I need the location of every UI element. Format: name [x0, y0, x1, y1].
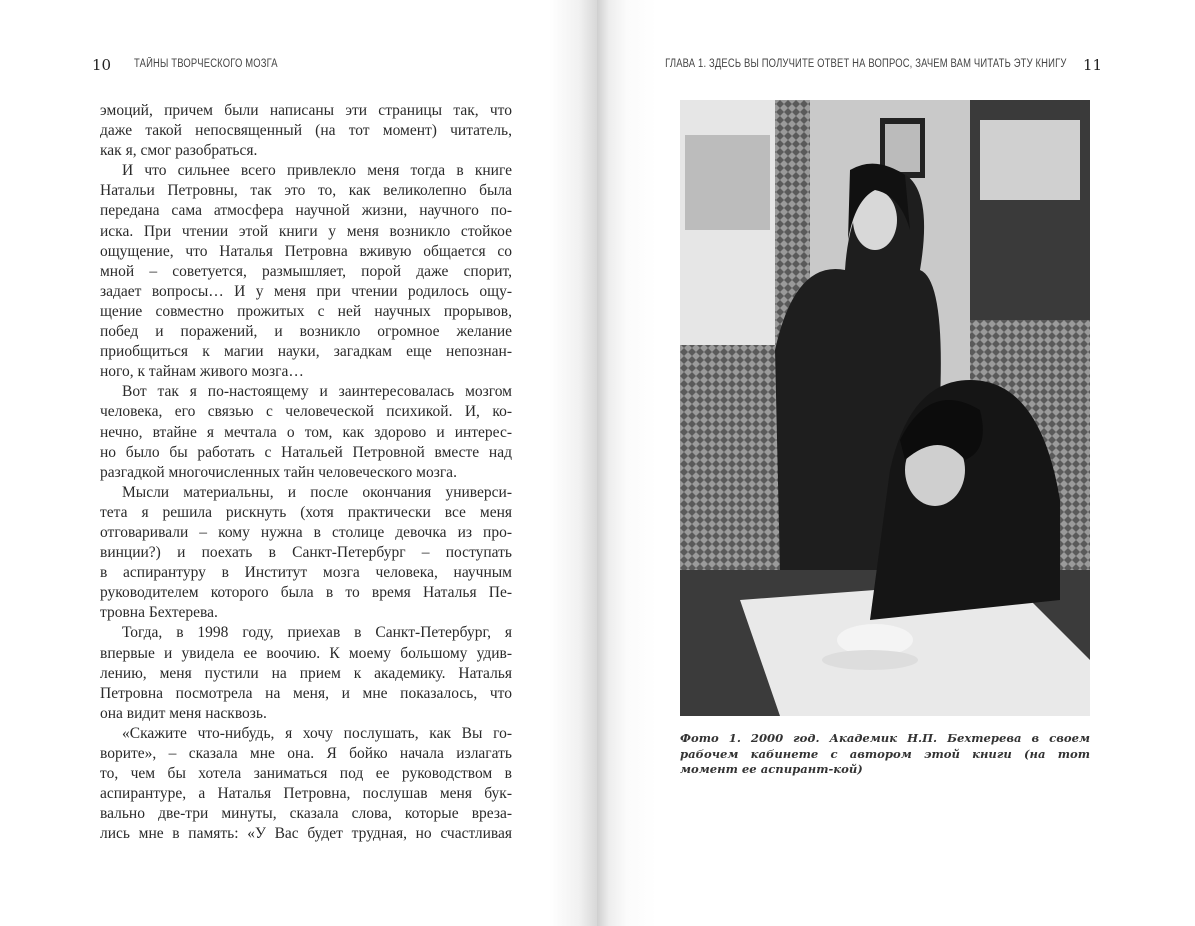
text-line: разгадкой многочисленных тайн человеческого мозга.: [100, 463, 457, 481]
text-line: впервые и увидела ее воочию. К моему большому удив-: [100, 644, 512, 662]
text-line: щение совместно прожитых с ней научных прорывов,: [100, 302, 512, 320]
text-line: приобщиться к магии науки, загадкам еще непознан-: [100, 343, 512, 361]
text-line: руководителем которого была в то время Наталья Пе-: [100, 584, 512, 602]
text-line: ощущение, что Наталья Петровна вживую общается со: [100, 242, 512, 260]
text-line: отговаривали – кому нужна в столице девочка из про-: [100, 523, 512, 541]
text-line: как я, смог разобраться.: [100, 142, 258, 160]
body-text: [100, 101, 512, 844]
text-line: побед и поражений, и возникло огромное желание: [100, 323, 512, 341]
text-line: то, чем бы хотела заниматься под ее руководством в: [100, 765, 512, 783]
text-line: ворите», – сказала мне она. Я бойко начала излагать: [100, 745, 512, 762]
photo-image: [680, 100, 1090, 716]
photo: [680, 100, 1090, 716]
text-line: И что сильнее всего привлекло меня тогда в книге: [122, 162, 512, 180]
text-line: Петровна посмотрела на меня, и мне показалось, что: [100, 684, 512, 702]
text-line: Вот так я по-настоящему и заинтересовалась мозгом: [122, 383, 512, 401]
text-line: нечно, втайне я мечтала о том, как здорово и интерес-: [100, 423, 512, 441]
text-line: она видит меня насквозь.: [100, 704, 267, 722]
running-head-left: ТАЙНЫ ТВОРЧЕСКОГО МОЗГА: [134, 58, 278, 70]
text-line: в аспирантуру в Институт мозга человека, научным: [100, 564, 512, 582]
text-line: тровна Бехтерева.: [100, 604, 218, 622]
text-line: но было бы работать с Натальей Петровной вместе над: [100, 443, 512, 461]
left-page: [0, 0, 597, 926]
text-line: мной – советуется, размышляет, порой даже спорит,: [100, 262, 512, 280]
running-head-right: ГЛАВА 1. ЗДЕСЬ ВЫ ПОЛУЧИТЕ ОТВЕТ НА ВОПРОС, ЗАЧЕМ ВАМ ЧИТАТЬ ЭТУ КНИГУ: [665, 58, 1067, 70]
text-line: даже такой непосвященный (на тот момент) читатель,: [100, 122, 512, 140]
page-number-right: 11: [1083, 56, 1103, 74]
text-line: человека, его связью с человеческой психикой. И, ко-: [100, 403, 512, 421]
text-line: «Скажите что-нибудь, я хочу послушать, как Вы го-: [122, 724, 512, 742]
text-line: тета я решила рискнуть (хотя практически все меня: [100, 503, 512, 521]
text-line: передана сама атмосфера научной жизни, научного по-: [100, 202, 512, 220]
text-line: задает вопросы… И у меня при чтении родилось ощу-: [100, 282, 512, 300]
text-line: лись мне в память: «У Вас будет трудная, но счастливая: [100, 825, 512, 843]
text-line: винции?) и поехать в Санкт-Петербург – поступать: [100, 544, 512, 562]
text-line: Тогда, в 1998 году, приехав в Санкт-Петербург, я: [122, 624, 512, 642]
photo-caption: Фото 1. 2000 год. Академик Н.П. Бехтерева в своем рабочем кабинете с автором этой книги (на тот момент ее аспирант-кой): [680, 731, 1090, 776]
page-number-left: 10: [92, 56, 112, 74]
text-line: Натальи Петровны, так это то, как великолепно была: [100, 182, 512, 200]
text-line: ного, к тайнам живого мозга…: [100, 363, 304, 381]
text-line: аспирантуре, а Наталья Петровна, послушав меня бук-: [100, 785, 512, 803]
right-page: [597, 0, 1195, 926]
text-line: иска. При чтении этой книги у меня возникло стойкое: [100, 222, 512, 240]
text-line: вально две-три минуты, сказала слова, которые вреза-: [100, 805, 512, 823]
text-line: Мысли материальны, и после окончания универси-: [122, 483, 512, 501]
text-line: эмоций, причем были написаны эти страницы так, что: [100, 102, 512, 119]
text-line: лению, меня пустили на прием к академику. Наталья: [100, 664, 512, 682]
